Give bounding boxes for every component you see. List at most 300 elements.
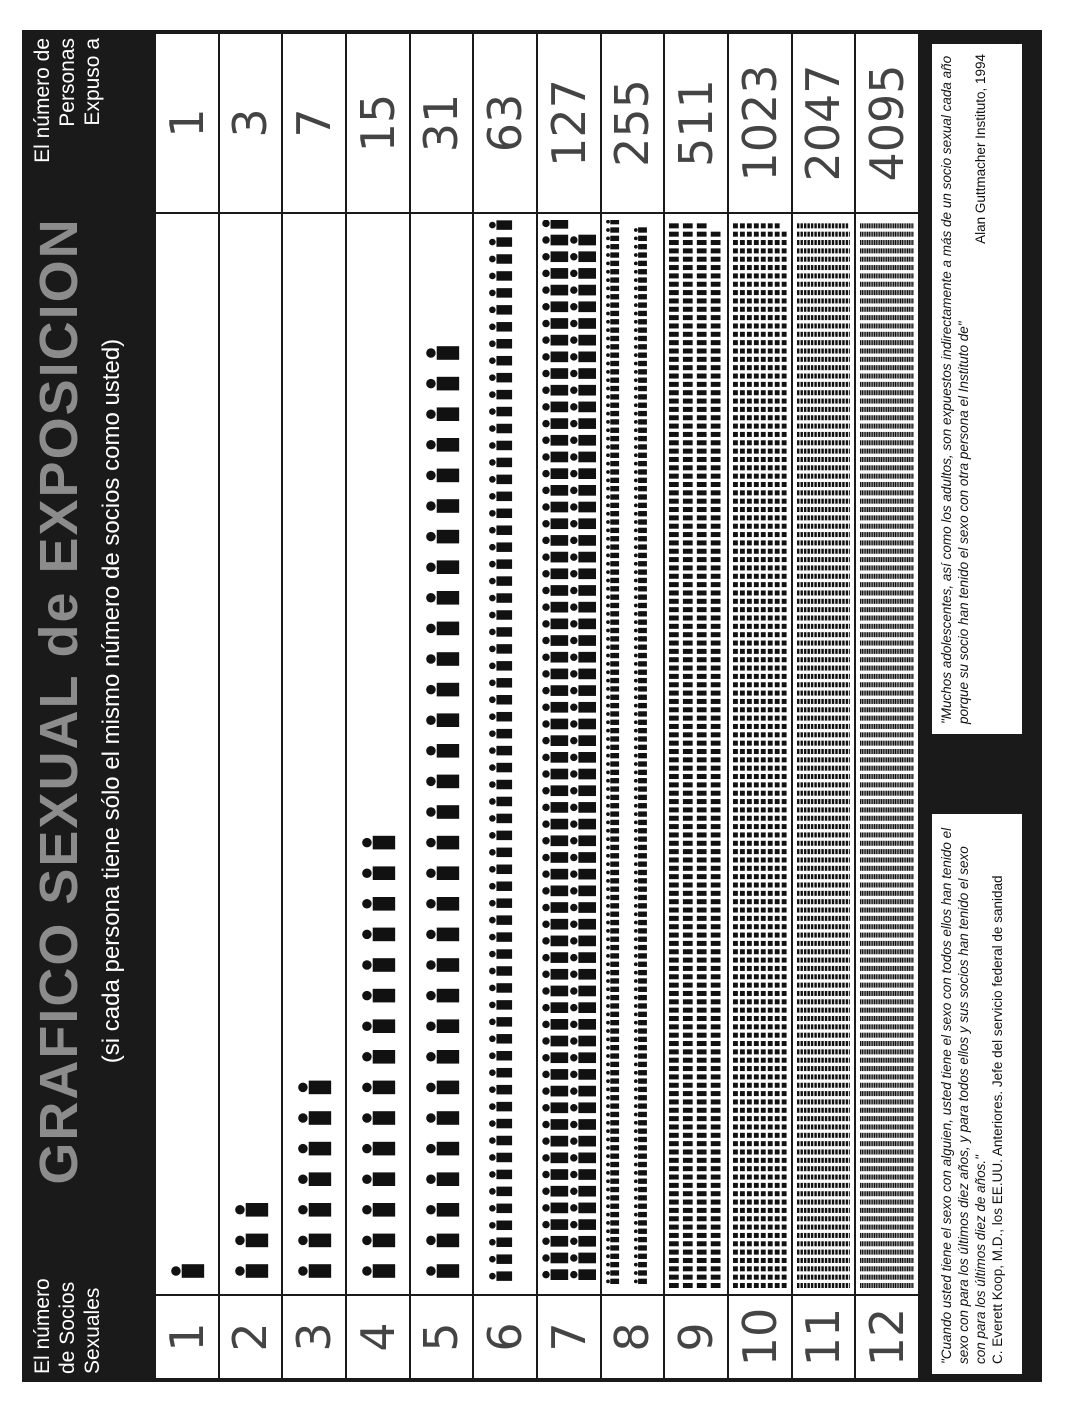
person-dot bbox=[849, 465, 850, 470]
person-dot bbox=[835, 474, 837, 479]
person-dot bbox=[747, 1158, 752, 1163]
person-dot bbox=[849, 699, 850, 704]
person-dot bbox=[711, 649, 721, 654]
person-dot bbox=[775, 1083, 780, 1088]
person-dot bbox=[866, 691, 867, 696]
person-dot bbox=[761, 866, 766, 871]
person-dot bbox=[849, 1191, 850, 1196]
person-dot bbox=[862, 307, 863, 312]
person-dot bbox=[845, 716, 847, 721]
person-dot bbox=[797, 691, 799, 696]
person-dot bbox=[835, 724, 837, 729]
person-dot bbox=[804, 1183, 806, 1188]
person-dot bbox=[797, 958, 799, 963]
person-dot bbox=[824, 1091, 826, 1096]
person-dot bbox=[869, 223, 870, 228]
person-dot bbox=[849, 816, 850, 821]
person-dot bbox=[811, 282, 813, 287]
person-dot bbox=[740, 1133, 745, 1138]
person-dot bbox=[733, 365, 738, 370]
person-dot bbox=[814, 941, 816, 946]
person-dot bbox=[818, 332, 820, 337]
person-dot bbox=[797, 832, 799, 837]
person-dot bbox=[821, 1241, 823, 1246]
person-dot bbox=[866, 540, 867, 545]
person-dot bbox=[761, 457, 766, 462]
person-dot bbox=[849, 1116, 850, 1121]
person-icon bbox=[606, 1262, 619, 1267]
person-dot bbox=[821, 1216, 823, 1221]
person-dot bbox=[754, 432, 759, 437]
person-dot bbox=[768, 1049, 773, 1054]
person-dot bbox=[835, 457, 837, 462]
person-dot bbox=[768, 457, 773, 462]
person-dot bbox=[818, 741, 820, 746]
person-dot bbox=[831, 340, 833, 345]
person-dot bbox=[835, 482, 837, 487]
person-dot bbox=[740, 1225, 745, 1230]
person-dot bbox=[866, 1124, 867, 1129]
person-dot bbox=[768, 524, 773, 529]
person-dot bbox=[782, 732, 787, 737]
person-dot bbox=[818, 1191, 820, 1196]
person-dot bbox=[864, 841, 865, 846]
person-dot bbox=[747, 1074, 752, 1079]
person-dot bbox=[804, 582, 806, 587]
person-dot bbox=[811, 265, 813, 270]
person-icon bbox=[570, 435, 596, 446]
person-dot bbox=[711, 449, 721, 454]
person-dot bbox=[849, 1124, 850, 1129]
person-dot bbox=[782, 807, 787, 812]
person-dot bbox=[821, 908, 823, 913]
person-dot bbox=[864, 574, 865, 579]
person-icon bbox=[634, 945, 647, 950]
people-icons-cell bbox=[224, 220, 278, 1288]
person-dot bbox=[811, 1216, 813, 1221]
person-dot bbox=[860, 340, 861, 345]
person-dot bbox=[871, 891, 872, 896]
person-dot bbox=[828, 332, 830, 337]
person-dot bbox=[867, 749, 868, 754]
person-dot bbox=[821, 832, 823, 837]
person-dot bbox=[768, 307, 773, 312]
person-dot bbox=[697, 1200, 707, 1205]
person-dot bbox=[761, 1258, 766, 1263]
person-icon bbox=[362, 1172, 395, 1186]
person-dot bbox=[835, 557, 837, 562]
person-dot bbox=[683, 732, 693, 737]
person-icon bbox=[542, 652, 568, 663]
person-dot bbox=[754, 357, 759, 362]
person-dot bbox=[849, 1091, 850, 1096]
person-dot bbox=[683, 574, 693, 579]
person-dot bbox=[835, 916, 837, 921]
person-dot bbox=[811, 716, 813, 721]
person-dot bbox=[669, 1016, 679, 1021]
person-dot bbox=[807, 674, 809, 679]
person-dot bbox=[862, 941, 863, 946]
person-dot bbox=[775, 916, 780, 921]
person-dot bbox=[807, 1133, 809, 1138]
person-dot bbox=[828, 1058, 830, 1063]
person-dot bbox=[797, 532, 799, 537]
person-dot bbox=[811, 649, 813, 654]
person-dot bbox=[831, 857, 833, 862]
person-dot bbox=[683, 1099, 693, 1104]
person-dot bbox=[849, 407, 850, 412]
person-dot bbox=[754, 1200, 759, 1205]
person-dot bbox=[747, 682, 752, 687]
person-icon bbox=[426, 805, 459, 819]
person-dot bbox=[862, 1241, 863, 1246]
person-dot bbox=[818, 307, 820, 312]
person-dot bbox=[871, 824, 872, 829]
person-dot bbox=[869, 1016, 870, 1021]
person-dot bbox=[860, 474, 861, 479]
person-dot bbox=[849, 841, 850, 846]
person-dot bbox=[838, 941, 840, 946]
person-dot bbox=[740, 983, 745, 988]
person-dot bbox=[782, 691, 787, 696]
person-dot bbox=[711, 732, 721, 737]
person-dot bbox=[807, 933, 809, 938]
person-dot bbox=[800, 824, 802, 829]
person-dot bbox=[824, 474, 826, 479]
person-dot bbox=[842, 1158, 844, 1163]
person-dot bbox=[782, 232, 787, 237]
person-dot bbox=[807, 374, 809, 379]
person-dot bbox=[821, 607, 823, 612]
person-icon bbox=[606, 770, 619, 775]
person-dot bbox=[768, 590, 773, 595]
person-dot bbox=[754, 340, 759, 345]
person-dot bbox=[768, 540, 773, 545]
person-icon bbox=[489, 729, 512, 738]
person-dot bbox=[845, 1033, 847, 1038]
person-dot bbox=[711, 615, 721, 620]
person-dot bbox=[807, 615, 809, 620]
person-dot bbox=[747, 874, 752, 879]
person-dot bbox=[807, 1016, 809, 1021]
person-dot bbox=[797, 1066, 799, 1071]
person-dot bbox=[804, 1208, 806, 1213]
person-dot bbox=[821, 682, 823, 687]
person-dot bbox=[824, 315, 826, 320]
person-dot bbox=[807, 757, 809, 762]
person-dot bbox=[782, 1275, 787, 1280]
person-dot bbox=[811, 741, 813, 746]
person-dot bbox=[835, 1008, 837, 1013]
person-dot bbox=[864, 307, 865, 312]
person-dot bbox=[811, 941, 813, 946]
person-dot bbox=[824, 290, 826, 295]
person-dot bbox=[849, 799, 850, 804]
person-dot bbox=[697, 682, 707, 687]
person-dot bbox=[669, 590, 679, 595]
person-dot bbox=[669, 582, 679, 587]
person-dot bbox=[761, 757, 766, 762]
person-dot bbox=[845, 1283, 847, 1288]
person-icon bbox=[570, 1136, 596, 1147]
person-dot bbox=[740, 499, 745, 504]
person-dot bbox=[733, 1175, 738, 1180]
person-dot bbox=[814, 332, 816, 337]
person-dot bbox=[866, 499, 867, 504]
person-dot bbox=[711, 407, 721, 412]
person-dot bbox=[683, 899, 693, 904]
person-dot bbox=[862, 265, 863, 270]
person-dot bbox=[864, 482, 865, 487]
person-dot bbox=[862, 348, 863, 353]
person-dot bbox=[824, 757, 826, 762]
person-dot bbox=[869, 849, 870, 854]
person-dot bbox=[845, 966, 847, 971]
person-dot bbox=[842, 1225, 844, 1230]
person-dot bbox=[804, 515, 806, 520]
person-icon bbox=[570, 852, 596, 863]
person-icon bbox=[606, 286, 619, 291]
person-dot bbox=[747, 649, 752, 654]
person-icon bbox=[489, 1271, 512, 1280]
person-dot bbox=[818, 1141, 820, 1146]
person-dot bbox=[711, 866, 721, 871]
person-dot bbox=[845, 624, 847, 629]
person-dot bbox=[761, 657, 766, 662]
person-dot bbox=[775, 565, 780, 570]
person-dot bbox=[814, 1049, 816, 1054]
person-dot bbox=[740, 1208, 745, 1213]
person-dot bbox=[862, 323, 863, 328]
person-dot bbox=[831, 866, 833, 871]
person-dot bbox=[824, 958, 826, 963]
person-dot bbox=[838, 524, 840, 529]
person-dot bbox=[800, 440, 802, 445]
person-dot bbox=[867, 323, 868, 328]
person-icon bbox=[606, 352, 619, 357]
person-dot bbox=[831, 958, 833, 963]
person-dot bbox=[862, 1191, 863, 1196]
person-dot bbox=[761, 1250, 766, 1255]
person-dot bbox=[845, 1066, 847, 1071]
person-dot bbox=[842, 741, 844, 746]
person-dot bbox=[818, 340, 820, 345]
person-dot bbox=[697, 1033, 707, 1038]
person-dot bbox=[740, 857, 745, 862]
person-dot bbox=[768, 499, 773, 504]
person-dot bbox=[768, 332, 773, 337]
person-dot bbox=[831, 816, 833, 821]
person-dot bbox=[828, 1074, 830, 1079]
person-dot bbox=[754, 1225, 759, 1230]
person-dot bbox=[733, 1266, 738, 1271]
person-dot bbox=[683, 590, 693, 595]
person-dot bbox=[697, 999, 707, 1004]
person-dot bbox=[838, 574, 840, 579]
person-dot bbox=[860, 782, 861, 787]
person-dot bbox=[754, 1133, 759, 1138]
person-dot bbox=[804, 1116, 806, 1121]
person-dot bbox=[711, 941, 721, 946]
person-dot bbox=[845, 1158, 847, 1163]
person-dot bbox=[782, 474, 787, 479]
person-dot bbox=[782, 315, 787, 320]
person-dot bbox=[860, 649, 861, 654]
person-dot bbox=[821, 966, 823, 971]
person-dot bbox=[797, 365, 799, 370]
person-dot bbox=[804, 290, 806, 295]
person-dot bbox=[869, 1099, 870, 1104]
person-dot bbox=[683, 440, 693, 445]
person-icon bbox=[634, 1037, 647, 1042]
person-dot bbox=[828, 1166, 830, 1171]
person-dot bbox=[835, 507, 837, 512]
person-dot bbox=[804, 390, 806, 395]
person-dot bbox=[768, 924, 773, 929]
person-dot bbox=[754, 565, 759, 570]
person-dot bbox=[807, 1275, 809, 1280]
person-dot bbox=[775, 1200, 780, 1205]
person-dot bbox=[747, 983, 752, 988]
person-dot bbox=[867, 490, 868, 495]
person-dot bbox=[800, 908, 802, 913]
person-dot bbox=[740, 1175, 745, 1180]
person-dot bbox=[797, 1141, 799, 1146]
person-dot bbox=[869, 882, 870, 887]
person-dot bbox=[811, 549, 813, 554]
person-dot bbox=[828, 532, 830, 537]
person-dot bbox=[747, 666, 752, 671]
person-dot bbox=[669, 983, 679, 988]
person-dot bbox=[860, 374, 861, 379]
person-dot bbox=[697, 240, 707, 245]
person-dot bbox=[711, 432, 721, 437]
person-icon bbox=[426, 346, 459, 360]
person-dot bbox=[804, 265, 806, 270]
person-dot bbox=[811, 1275, 813, 1280]
person-dot bbox=[800, 1258, 802, 1263]
person-dot bbox=[871, 1066, 872, 1071]
person-icon bbox=[542, 251, 568, 262]
person-dot bbox=[761, 1225, 766, 1230]
person-dot bbox=[866, 1066, 867, 1071]
person-dot bbox=[747, 1008, 752, 1013]
person-dot bbox=[782, 290, 787, 295]
person-dot bbox=[800, 916, 802, 921]
person-dot bbox=[821, 1049, 823, 1054]
person-dot bbox=[761, 432, 766, 437]
person-icon bbox=[489, 1204, 512, 1213]
person-dot bbox=[849, 499, 850, 504]
person-dot bbox=[871, 916, 872, 921]
person-dot bbox=[871, 966, 872, 971]
person-dot bbox=[683, 1091, 693, 1096]
person-dot bbox=[733, 540, 738, 545]
person-dot bbox=[821, 323, 823, 328]
person-dot bbox=[740, 649, 745, 654]
person-dot bbox=[864, 223, 865, 228]
person-dot bbox=[768, 415, 773, 420]
person-dot bbox=[804, 816, 806, 821]
person-dot bbox=[862, 1058, 863, 1063]
person-dot bbox=[845, 357, 847, 362]
person-dot bbox=[800, 999, 802, 1004]
person-dot bbox=[860, 1058, 861, 1063]
person-dot bbox=[804, 1258, 806, 1263]
person-dot bbox=[697, 1166, 707, 1171]
person-dot bbox=[768, 382, 773, 387]
person-dot bbox=[869, 1049, 870, 1054]
person-dot bbox=[697, 866, 707, 871]
person-dot bbox=[754, 682, 759, 687]
person-dot bbox=[782, 332, 787, 337]
person-dot bbox=[831, 933, 833, 938]
person-dot bbox=[842, 323, 844, 328]
person-dot bbox=[860, 590, 861, 595]
person-dot bbox=[828, 590, 830, 595]
person-dot bbox=[747, 891, 752, 896]
person-icon bbox=[606, 269, 619, 274]
person-dot bbox=[804, 891, 806, 896]
person-dot bbox=[768, 949, 773, 954]
person-icon bbox=[606, 803, 619, 808]
person-dot bbox=[814, 1074, 816, 1079]
person-dot bbox=[814, 499, 816, 504]
person-dot bbox=[866, 323, 867, 328]
person-icon bbox=[606, 252, 619, 257]
person-dot bbox=[804, 607, 806, 612]
person-dot bbox=[761, 674, 766, 679]
person-dot bbox=[697, 232, 707, 237]
person-dot bbox=[862, 457, 863, 462]
person-dot bbox=[862, 1216, 863, 1221]
person-dot bbox=[831, 223, 833, 228]
person-dot bbox=[768, 974, 773, 979]
person-dot bbox=[818, 248, 820, 253]
person-dot bbox=[711, 515, 721, 520]
person-dot bbox=[807, 574, 809, 579]
person-dot bbox=[782, 1091, 787, 1096]
person-dot bbox=[782, 298, 787, 303]
person-dot bbox=[835, 782, 837, 787]
person-dot bbox=[747, 691, 752, 696]
person-dot bbox=[807, 457, 809, 462]
person-dot bbox=[740, 933, 745, 938]
person-dot bbox=[768, 290, 773, 295]
person-dot bbox=[869, 983, 870, 988]
person-dot bbox=[838, 741, 840, 746]
person-dot bbox=[869, 1283, 870, 1288]
person-dot bbox=[821, 924, 823, 929]
person-icon bbox=[606, 594, 619, 599]
person-dot bbox=[869, 407, 870, 412]
person-icon bbox=[570, 485, 596, 496]
person-dot bbox=[862, 1200, 863, 1205]
person-dot bbox=[800, 1049, 802, 1054]
person-dot bbox=[797, 649, 799, 654]
person-dot bbox=[824, 791, 826, 796]
person-dot bbox=[800, 891, 802, 896]
person-dot bbox=[775, 924, 780, 929]
person-dot bbox=[821, 374, 823, 379]
person-dot bbox=[733, 974, 738, 979]
person-dot bbox=[818, 832, 820, 837]
person-dot bbox=[860, 273, 861, 278]
person-icon bbox=[489, 932, 512, 941]
person-dot bbox=[804, 1250, 806, 1255]
person-dot bbox=[807, 657, 809, 662]
person-dot bbox=[828, 916, 830, 921]
